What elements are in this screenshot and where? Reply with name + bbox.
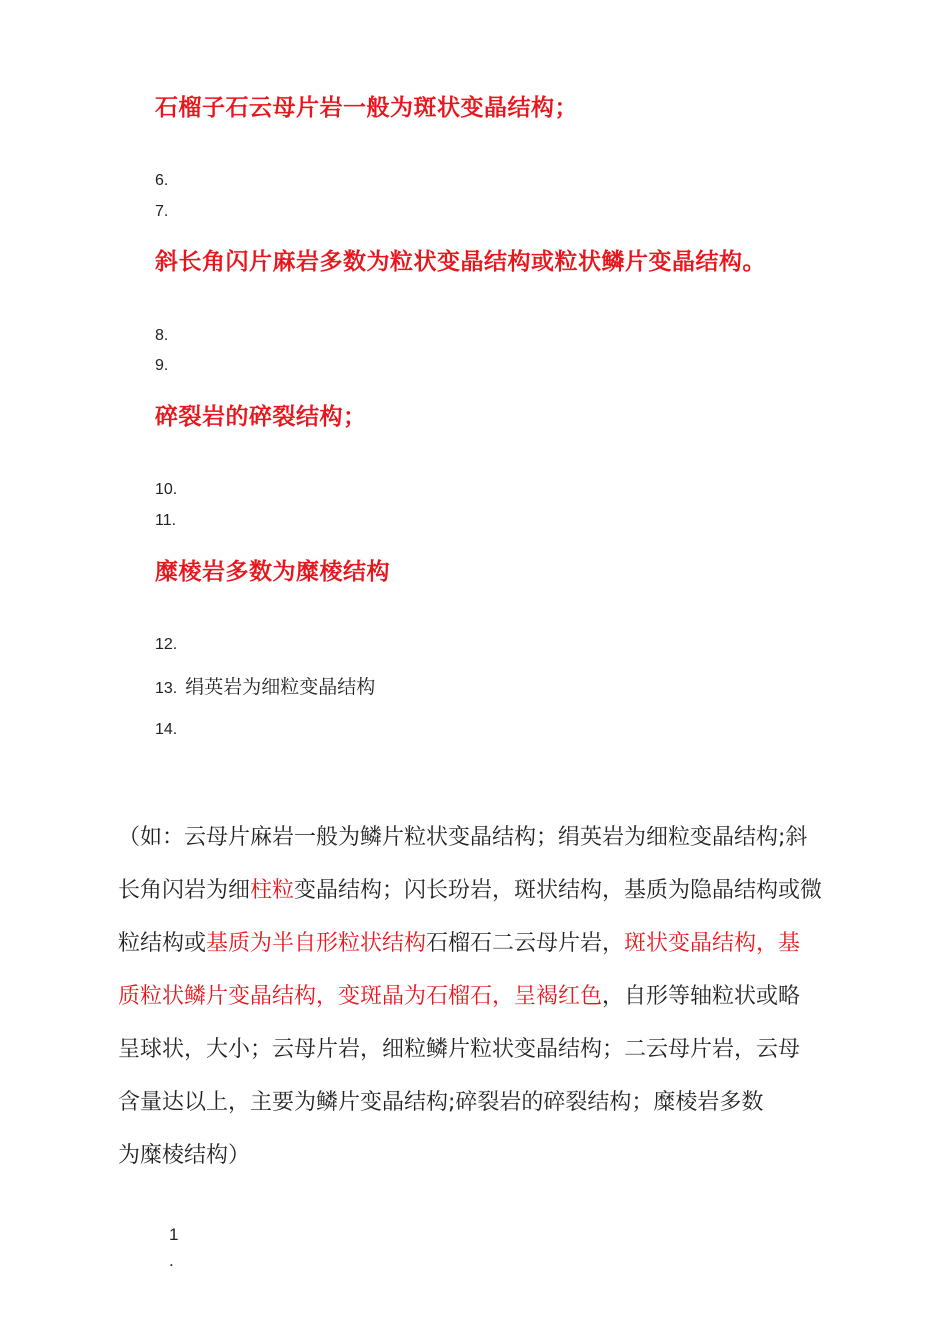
page-number xyxy=(169,1222,178,1274)
list-item-13 xyxy=(155,672,375,699)
page-number-digit: 1 xyxy=(169,1225,179,1244)
highlight-run: 基质为半自形粒状结构 xyxy=(206,931,427,956)
page-number-dot: . xyxy=(169,1251,174,1270)
heading-garnet-mica-schist: 石榴子石云母片岩一般为斑状变晶结构； xyxy=(155,95,578,121)
text-run: ，自形等轴粒状或略 xyxy=(602,984,801,1009)
heading-mylonite: 糜棱岩多数为糜棱结构 xyxy=(155,559,390,585)
highlight-run: 柱粒 xyxy=(250,878,295,903)
list-number-13: 13. xyxy=(155,680,178,697)
list-number-7: 7. xyxy=(155,203,169,220)
highlight-run: 质粒状鳞片变晶结构，变斑晶为石榴石，呈褐红色 xyxy=(118,984,603,1009)
list-number-10: 10. xyxy=(155,481,178,498)
heading-amphibole-gneiss: 斜长角闪片麻岩多数为粒状变晶结构或粒状鳞片变晶结构。 xyxy=(155,249,766,275)
text-run: 粒结构或 xyxy=(118,931,207,956)
highlight-run: 斑状变晶结构，基 xyxy=(624,931,801,956)
list-number-9: 9. xyxy=(155,357,169,374)
list-number-6: 6. xyxy=(155,172,169,189)
paragraph-line xyxy=(118,970,868,1023)
paragraph-line: 含量达以上，主要为鳞片变晶结构;碎裂岩的碎裂结构；糜棱岩多数 xyxy=(118,1090,764,1115)
paragraph-line xyxy=(118,864,868,917)
list-number-12: 12. xyxy=(155,636,178,653)
list-number-8: 8. xyxy=(155,327,169,344)
paragraph-line: （如：云母片麻岩一般为鳞片粒状变晶结构；绢英岩为细粒变晶结构;斜 xyxy=(118,825,808,850)
text-run: 石榴石二云母片岩， xyxy=(426,931,625,956)
heading-cataclasite: 碎裂岩的碎裂结构； xyxy=(155,404,367,430)
list-number-11: 11. xyxy=(155,512,177,529)
list-number-14: 14. xyxy=(155,721,178,738)
list-item-13-text: 绢英岩为细粒变晶结构 xyxy=(185,676,376,698)
text-run: 长角闪岩为细 xyxy=(118,878,251,903)
text-run: 变晶结构；闪长玢岩，斑状结构，基质为隐晶结构或微 xyxy=(294,878,823,903)
paragraph-line: 为糜棱结构） xyxy=(118,1143,251,1168)
examples-paragraph xyxy=(118,811,868,1182)
paragraph-line: 呈球状，大小；云母片岩，细粒鳞片粒状变晶结构；二云母片岩，云母 xyxy=(118,1037,801,1062)
paragraph-line xyxy=(118,917,868,970)
